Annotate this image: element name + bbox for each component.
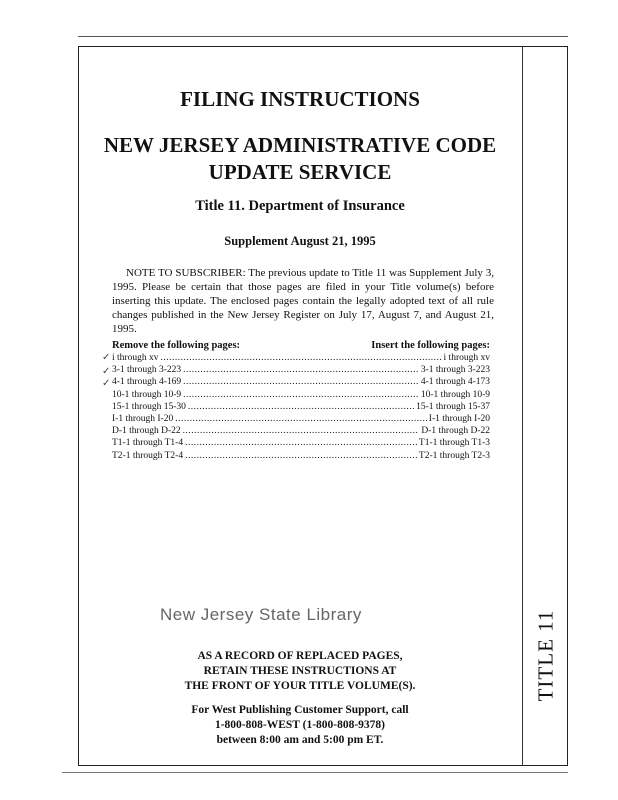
remove-range: 4-1 through 4-169 (112, 377, 182, 388)
code-title (100, 132, 500, 186)
insert-range: D-1 through D-22 (421, 426, 490, 437)
leader-dots (185, 451, 417, 461)
customer-support (150, 703, 450, 748)
insert-range: i through xv (443, 353, 490, 363)
remove-header: Remove the following pages: (112, 340, 241, 351)
insert-range: T2-1 through T2-3 (418, 450, 490, 461)
support-hours: between 8:00 am and 5:00 pm ET. (216, 734, 384, 746)
leader-dots (183, 426, 420, 436)
list-item (112, 438, 490, 450)
code-title-line2: UPDATE SERVICE (208, 160, 392, 184)
list-item (112, 402, 490, 414)
retain-line: THE FRONT OF YOUR TITLE VOLUME(S). (184, 680, 416, 692)
remove-range: T2-1 through T2-4 (112, 450, 184, 461)
leader-dots (183, 377, 419, 387)
supplement-date: Supplement August 21, 1995 (224, 234, 376, 248)
department-title: Title 11. Department of Insurance (195, 198, 405, 214)
title-tab (524, 590, 568, 720)
retain-line: AS A RECORD OF REPLACED PAGES, (197, 650, 403, 662)
remove-range: D-1 through D-22 (112, 426, 181, 437)
remove-range: 10-1 through 10-9 (112, 389, 182, 400)
subscriber-note: NOTE TO SUBSCRIBER: The previous update to Title 11 was Supplement July 3, 1995. Please be certain that those pages are filed in your Title volume(s) before inserting this update. The enclosed pages contain the legally adopted text of all rule changes published in the New Jersey Register on July 17, August 7, and August 21, 1995. (112, 267, 494, 335)
check-mark-icon: ✓ (102, 366, 111, 377)
retain-line: RETAIN THESE INSTRUCTIONS AT (203, 665, 397, 677)
list-item (112, 426, 490, 438)
leader-dots (183, 365, 419, 375)
check-mark-icon: ✓ (102, 378, 111, 389)
check-mark-icon: ✓ (102, 352, 111, 363)
list-item (112, 390, 490, 402)
list-item (112, 365, 490, 377)
insert-range: 15-1 through 15-37 (416, 401, 490, 412)
bottom-rule (62, 772, 568, 773)
document-title: FILING INSTRUCTIONS (180, 87, 420, 111)
code-title-line1: NEW JERSEY ADMINISTRATIVE CODE (103, 133, 497, 157)
insert-header: Insert the following pages: (371, 340, 490, 351)
list-item (112, 414, 490, 426)
insert-range: T1-1 through T1-3 (418, 438, 490, 449)
leader-dots (160, 353, 441, 363)
list-item (112, 353, 490, 365)
support-phone: 1-800-808-WEST (1-800-808-9378) (214, 719, 386, 731)
retain-instructions (150, 649, 450, 694)
title-tab-label: TITLE 11 (533, 609, 558, 701)
insert-range: 3-1 through 3-223 (420, 365, 490, 376)
remove-range: T1-1 through T1-4 (112, 438, 184, 449)
insert-range: 10-1 through 10-9 (420, 389, 490, 400)
support-line: For West Publishing Customer Support, call (191, 704, 409, 716)
library-stamp: New Jersey State Library (160, 605, 362, 624)
list-item (112, 377, 490, 389)
leader-dots (175, 414, 427, 424)
leader-dots (183, 390, 419, 400)
leader-dots (188, 402, 414, 412)
remove-range: 15-1 through 15-30 (112, 401, 186, 412)
remove-range: i through xv (112, 353, 159, 363)
remove-range: I-1 through I-20 (112, 413, 174, 424)
tab-divider (522, 46, 523, 766)
insert-range: 4-1 through 4-173 (420, 377, 490, 388)
remove-range: 3-1 through 3-223 (112, 365, 182, 376)
insert-range: I-1 through I-20 (428, 413, 490, 424)
leader-dots (185, 438, 417, 448)
list-item (112, 451, 490, 463)
page-list (112, 353, 490, 463)
top-rule (78, 36, 568, 37)
